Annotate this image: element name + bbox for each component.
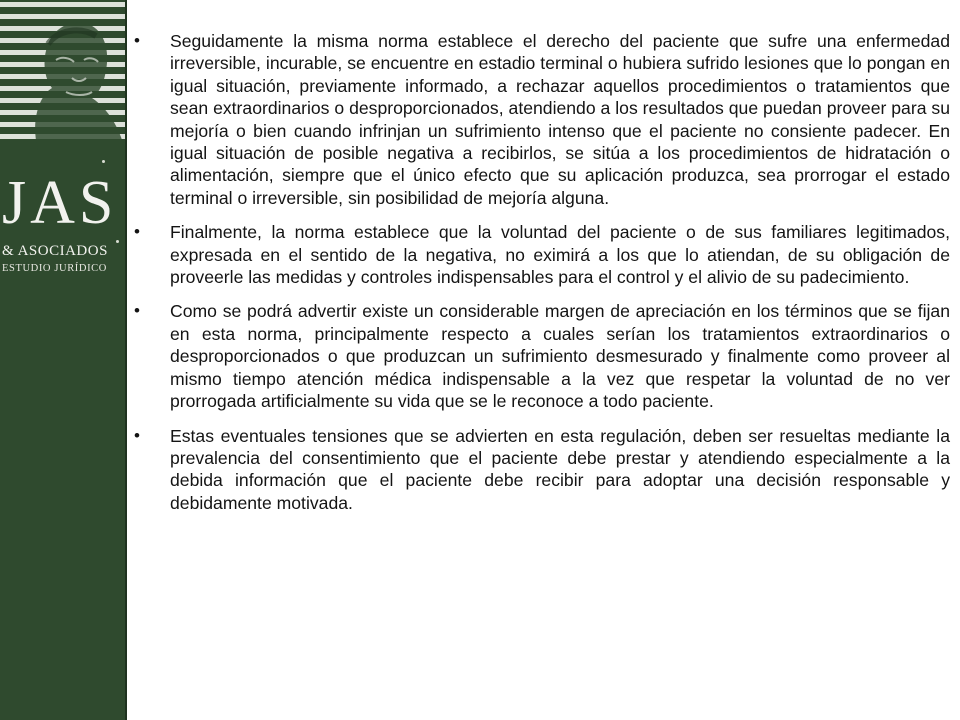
- bullet-text: Como se podrá advertir existe un considerable margen de apreciación en los términos que se fijan en esta norma, principalmente respecto a cuales serían los tratamientos extraordinarios o desproporcionados o que produzcan un sufrimiento desmesurado y finalmente como proveer al mismo tiempo atención médica indispensable a la vez que respetar la voluntad de no ver prorrogada artificialmente su vida que se le reconoce a todo paciente.: [170, 301, 950, 412]
- sidebar-divider: [125, 0, 127, 720]
- bullet-item-1: [132, 30, 950, 209]
- bullet-icon: •: [134, 425, 140, 445]
- bullet-text: Estas eventuales tensiones que se advierten en esta regulación, deben ser resueltas mediante la prevalencia del consentimiento que el paciente debe prestar y atendiendo especialmente a la debida información que el paciente debe recibir para adoptar una decisión responsable y debidamente motivada.: [170, 425, 950, 513]
- bullet-item-2: [132, 221, 950, 288]
- bullet-item-3: [132, 300, 950, 412]
- logo-line-asociados: & ASOCIADOS: [2, 243, 108, 259]
- slide-body: [132, 30, 950, 526]
- logo-line-estudio: ESTUDIO JURÍDICO: [2, 263, 107, 274]
- portrait-icon: [0, 0, 125, 150]
- bullet-text: Seguidamente la misma norma establece el derecho del paciente que sufre una enfermedad irreversible, incurable, se encuentre en estadio terminal o hubiera sufrido lesiones que lo pongan en igual situación, previamente informado, a rechazar aquellos procedimientos o tratamientos que sean extraordinarios o desproporcionados, atendiendo a los resultados que puedan proveer para su mejoría o bien cuando infrinjan un sufrimiento intenso que el paciente no consiente padecer. En igual situación de posible negativa a recibirlos, se sitúa a los procedimientos de hidratación o alimentación, siempre que el único efecto que su aplicación produzca, sea prorrogar el estado terminal o irreversible, sin posibilidad de mejoría alguna.: [170, 31, 950, 208]
- sidebar-brand-panel: [0, 0, 125, 720]
- logo-dot-2: [116, 240, 119, 243]
- bullet-text: Finalmente, la norma establece que la voluntad del paciente o de sus familiares legitimados, expresada en el sentido de la negativa, no eximirá a los que lo atiendan, de su obligación de proveerle las medidas y controles indispensables para el control y el alivio de su padecimiento.: [170, 222, 950, 288]
- logo-letters: JAS: [2, 169, 118, 237]
- bullet-icon: •: [134, 301, 140, 321]
- bullet-item-4: [132, 425, 950, 515]
- bullet-icon: •: [134, 222, 140, 242]
- bullet-icon: •: [134, 31, 140, 50]
- logo-dot-1: [102, 160, 105, 163]
